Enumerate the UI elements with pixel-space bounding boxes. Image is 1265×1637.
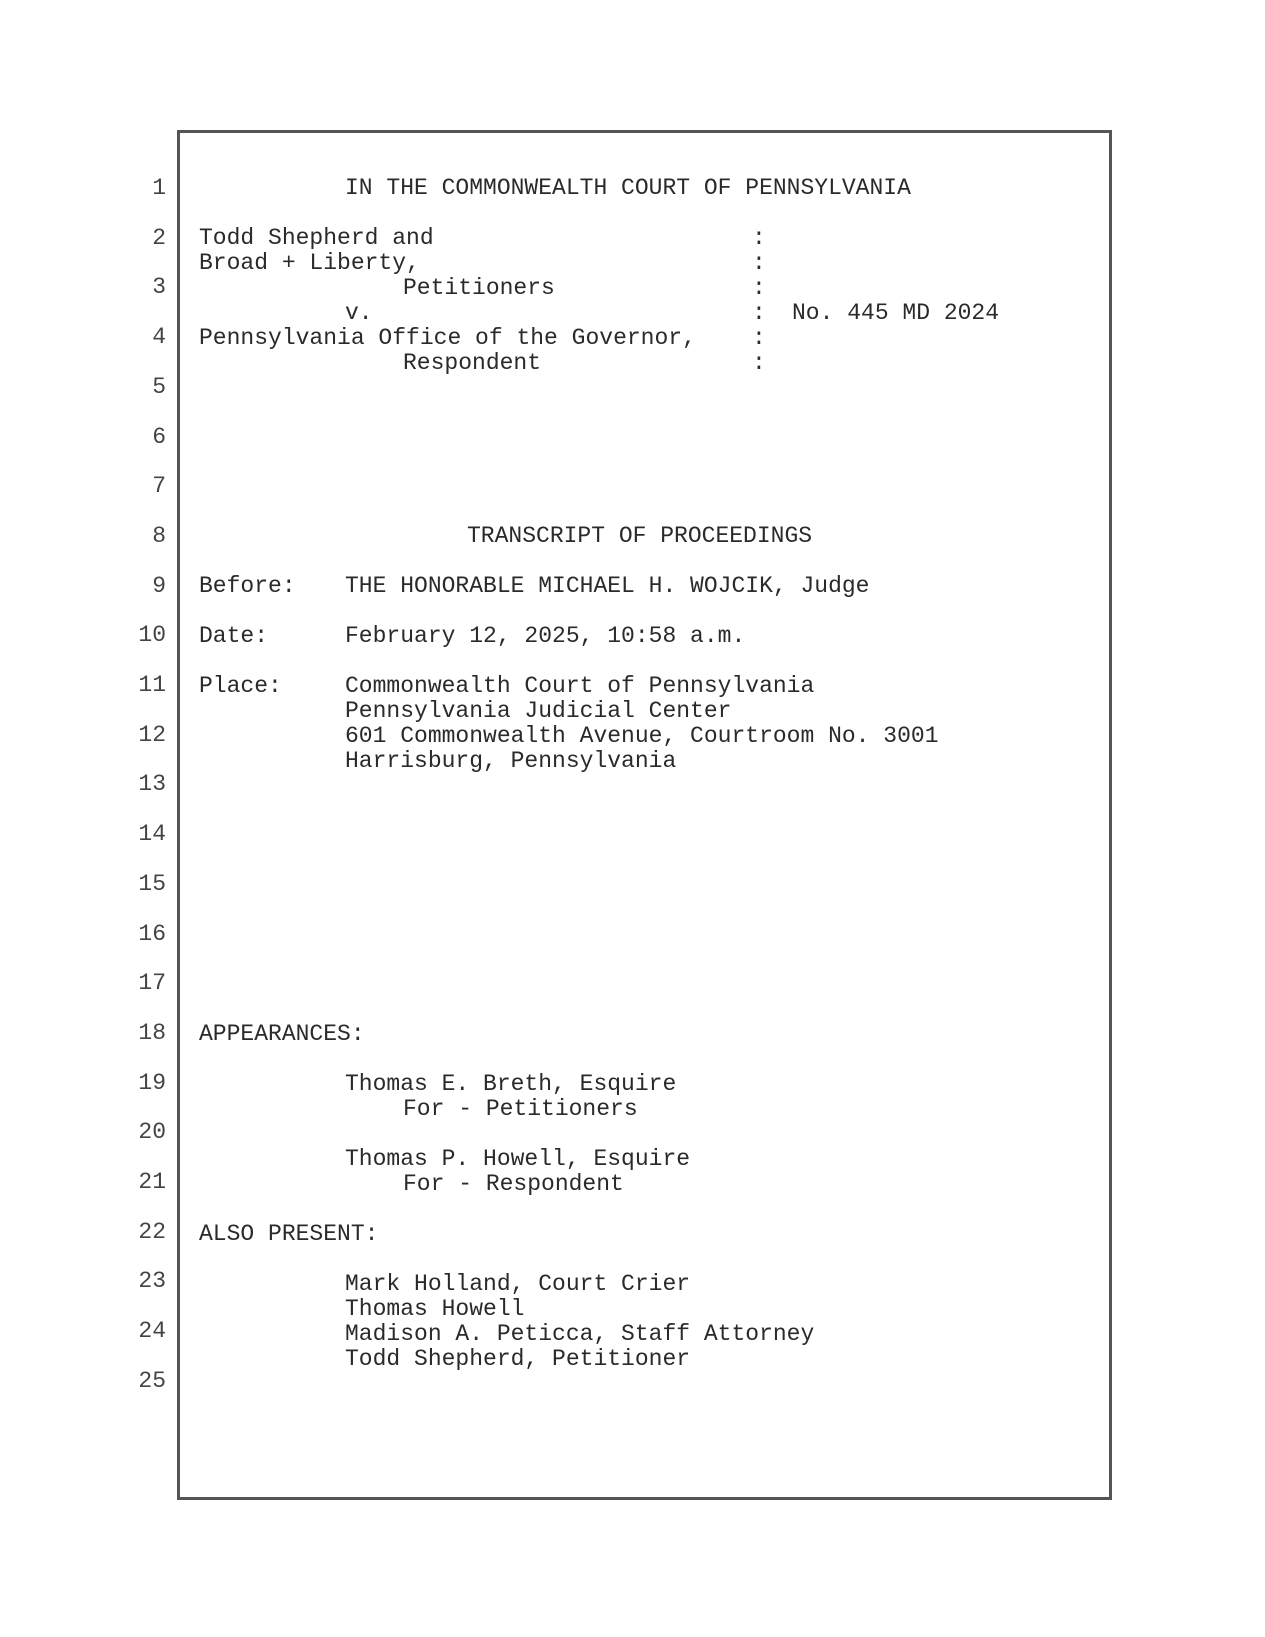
court-title: IN THE COMMONWEALTH COURT OF PENNSYLVANIA [345, 175, 911, 201]
line-number: 22 [138, 1218, 166, 1245]
line-number: 7 [152, 473, 166, 500]
line-number: 24 [138, 1318, 166, 1345]
line-number: 20 [138, 1119, 166, 1146]
attendee: Thomas Howell [345, 1296, 525, 1322]
also-present-heading: ALSO PRESENT: [199, 1221, 379, 1247]
place-line: Commonwealth Court of Pennsylvania [345, 673, 815, 699]
line-number: 5 [152, 373, 166, 400]
date-value: February 12, 2025, 10:58 a.m. [345, 623, 746, 649]
line-number: 8 [152, 522, 166, 549]
caption-separator: : [752, 350, 766, 376]
attendee: Madison A. Peticca, Staff Attorney [345, 1321, 815, 1347]
docket-number: No. 445 MD 2024 [792, 300, 1000, 326]
before-value: THE HONORABLE MICHAEL H. WOJCIK, Judge [345, 573, 870, 599]
counsel-name: Thomas P. Howell, Esquire [345, 1146, 691, 1172]
place-line: 601 Commonwealth Avenue, Courtroom No. 3001 [345, 723, 939, 749]
versus: v. [345, 300, 373, 326]
transcript-title: TRANSCRIPT OF PROCEEDINGS [467, 523, 813, 549]
line-number: 11 [138, 672, 166, 698]
attendee: Todd Shepherd, Petitioner [345, 1346, 691, 1372]
line-number: 4 [152, 324, 166, 351]
line-number: 21 [138, 1169, 166, 1195]
line-number: 2 [152, 224, 166, 251]
caption-separator: : [752, 275, 766, 301]
line-number: 25 [138, 1367, 166, 1394]
respondent-role: Respondent [403, 350, 542, 376]
petitioner-line-1: Todd Shepherd and [199, 225, 434, 251]
counsel-name: Thomas E. Breth, Esquire [345, 1071, 677, 1097]
date-label: Date: [199, 623, 269, 649]
line-number: 13 [138, 771, 166, 798]
line-number: 17 [138, 970, 166, 997]
before-label: Before: [199, 573, 296, 599]
appearances-heading: APPEARANCES: [199, 1021, 365, 1047]
attendee: Mark Holland, Court Crier [345, 1271, 691, 1297]
line-number: 14 [138, 821, 166, 848]
petitioner-line-2: Broad + Liberty, [199, 250, 420, 276]
place-label: Place: [199, 673, 282, 699]
line-number: 23 [138, 1268, 166, 1295]
line-number: 3 [152, 274, 166, 301]
line-number: 9 [152, 572, 166, 599]
line-number: 15 [138, 870, 166, 897]
caption-separator: : [752, 250, 766, 276]
line-number: 1 [152, 175, 166, 201]
place-line: Pennsylvania Judicial Center [345, 698, 732, 724]
caption-separator: : [752, 325, 766, 351]
line-number: 12 [138, 721, 166, 748]
place-line: Harrisburg, Pennsylvania [345, 748, 677, 774]
line-number: 19 [138, 1069, 166, 1096]
caption-separator: : [752, 225, 766, 251]
caption-separator: : [752, 300, 766, 326]
petitioner-role: Petitioners [403, 275, 555, 301]
line-number: 16 [138, 920, 166, 947]
counsel-role: For - Petitioners [403, 1096, 638, 1122]
respondent-name: Pennsylvania Office of the Governor, [199, 325, 696, 351]
line-number: 18 [138, 1019, 166, 1046]
line-number: 6 [152, 423, 166, 450]
line-number: 10 [138, 622, 166, 649]
counsel-role: For - Respondent [403, 1171, 624, 1197]
